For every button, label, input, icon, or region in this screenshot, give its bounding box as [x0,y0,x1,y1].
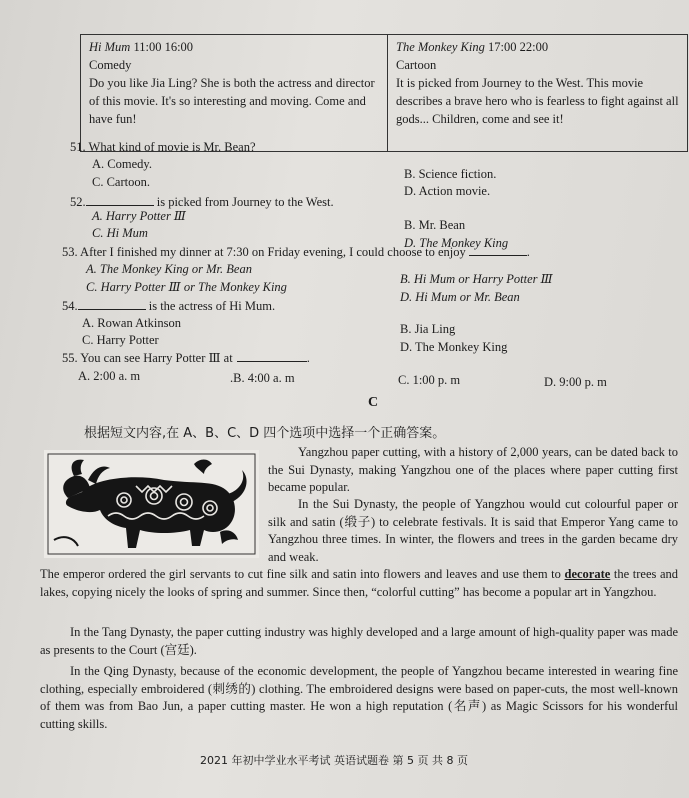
passage-paragraph-4: In the Qing Dynasty, because of the economic development, the people of Yangzhou became interested in wearing fine clothing, especially embroidered (刺绣的) clothing. The embroidered designs were based on paper-cuts, the most well-known of them was from Bao Jun, a paper cutting master. He won a high reputation (名声) as Magic Scissors for his wonderful cutting skills. [40,664,678,731]
monkey-king-times: 17:00 22:00 [488,40,549,54]
hi-mum-genre: Comedy [89,58,132,72]
monkey-king-genre: Cartoon [396,58,437,72]
q54-option-d[interactable]: D. The Monkey King [400,340,508,354]
q52-number: 52. [70,195,86,209]
q54-option-b[interactable]: B. Jia Ling [400,322,456,336]
q53-option-d[interactable]: D. Hi Mum or Mr. Bean [400,290,520,304]
q55-stem-text: 55. You can see Harry Potter Ⅲ at [62,351,233,365]
q51-stem: 51. What kind of movie is Mr. Bean? [70,140,256,154]
monkey-king-box [388,34,688,152]
passage-p2-part-b: the trees and lakes, copying nicely the looks of spring and summer. Since then, “colorful cutting” has become a popular art in Yangzhou. [40,567,679,599]
q54-option-c[interactable]: C. Harry Potter [82,333,159,347]
passage-paragraph-2-full [40,566,678,601]
passage-paragraph-3: In the Tang Dynasty, the paper cutting industry was highly developed and a large amount of high-quality paper was made as presents to the Court (宫廷). [40,625,678,657]
q53-option-b[interactable]: B. Hi Mum or Harry Potter Ⅲ [400,272,553,286]
section-c-instruction: 根据短文内容,在 A、B、C、D 四个选项中选择一个正确答案。 [84,426,446,441]
section-c-label: C [368,395,379,410]
q52-option-d[interactable]: D. The Monkey King [404,236,509,250]
hi-mum-times: 11:00 16:00 [133,40,194,54]
q51-option-d[interactable]: D. Action movie. [404,184,491,198]
q54-blank[interactable] [78,297,146,310]
q55-option-a[interactable]: A. 2:00 a. m [78,369,141,383]
q51-option-c[interactable]: C. Cartoon. [92,175,150,189]
q54-option-a[interactable]: A. Rowan Atkinson [82,316,181,330]
monkey-king-title: The Monkey King [396,40,485,54]
page-footer: 2021 年初中学业水平考试 英语试题卷 第 5 页 共 8 页 [200,754,468,767]
passage-p2-part-a: The emperor ordered the girl servants to cut fine silk and satin into flowers and leaves and use them to [40,567,565,581]
hi-mum-heading [89,38,379,56]
q52-option-c[interactable]: C. Hi Mum [92,226,148,240]
hi-mum-text: Do you like Jia Ling? She is both the actress and director of this movie. It's so interesting and moving. Come and have fun! [89,76,375,126]
q55-option-b[interactable]: .B. 4:00 a. m [230,371,295,385]
q53-option-c[interactable]: C. Harry Potter Ⅲ or The Monkey King [86,280,287,294]
q52-option-a[interactable]: A. Harry Potter Ⅲ [92,209,186,223]
q53-stem: 53. After I finished my dinner at 7:30 on Friday evening, I could choose to enjoy . [62,245,530,259]
q52-blank[interactable] [86,193,154,206]
hi-mum-box [80,34,388,152]
q53-stem-text: 53. After I finished my dinner at 7:30 on Friday evening, I could choose to enjoy [62,245,466,259]
hi-mum-title: Hi Mum [89,40,131,54]
q53-option-a[interactable]: A. The Monkey King or Mr. Bean [86,262,252,276]
q55-option-d[interactable]: D. 9:00 p. m [544,375,607,389]
q51-option-a[interactable]: A. Comedy. [92,157,152,171]
q55-option-c[interactable]: C. 1:00 p. m [398,373,461,387]
q54-stem [62,297,275,314]
decorate-word: decorate [564,567,611,581]
q52-stem-rest: is picked from Journey to the West. [153,195,334,209]
q54-number: 54. [62,299,78,313]
q55-stem: 55. You can see Harry Potter Ⅲ at . [62,351,310,365]
passage-paragraph-2-right: In the Sui Dynasty, the people of Yangzhou would cut colourful paper or silk and satin (缎子) to celebrate festivals. It is said that Emperor Yang came to Yangzhou three times. In winter, the flowers and trees in the garden became dry and weak. [268,497,678,564]
monkey-king-heading [396,38,679,56]
q53-blank[interactable] [469,243,527,256]
q55-blank[interactable] [237,349,307,362]
q54-stem-rest: is the actress of Hi Mum. [145,299,276,313]
paper-cut-ox-icon [44,450,259,558]
monkey-king-text: It is picked from Journey to the West. This movie describes a brave hero who is fearless to fight against all gods... Children, come and see it! [396,76,679,126]
passage-paragraph-1: Yangzhou paper cutting, with a history of 2,000 years, can be dated back to the Sui Dynasty, making Yangzhou one of the places where paper cutting first became popular. [268,445,678,494]
q52-option-b[interactable]: B. Mr. Bean [404,218,466,232]
q51-option-b[interactable]: B. Science fiction. [404,167,497,181]
